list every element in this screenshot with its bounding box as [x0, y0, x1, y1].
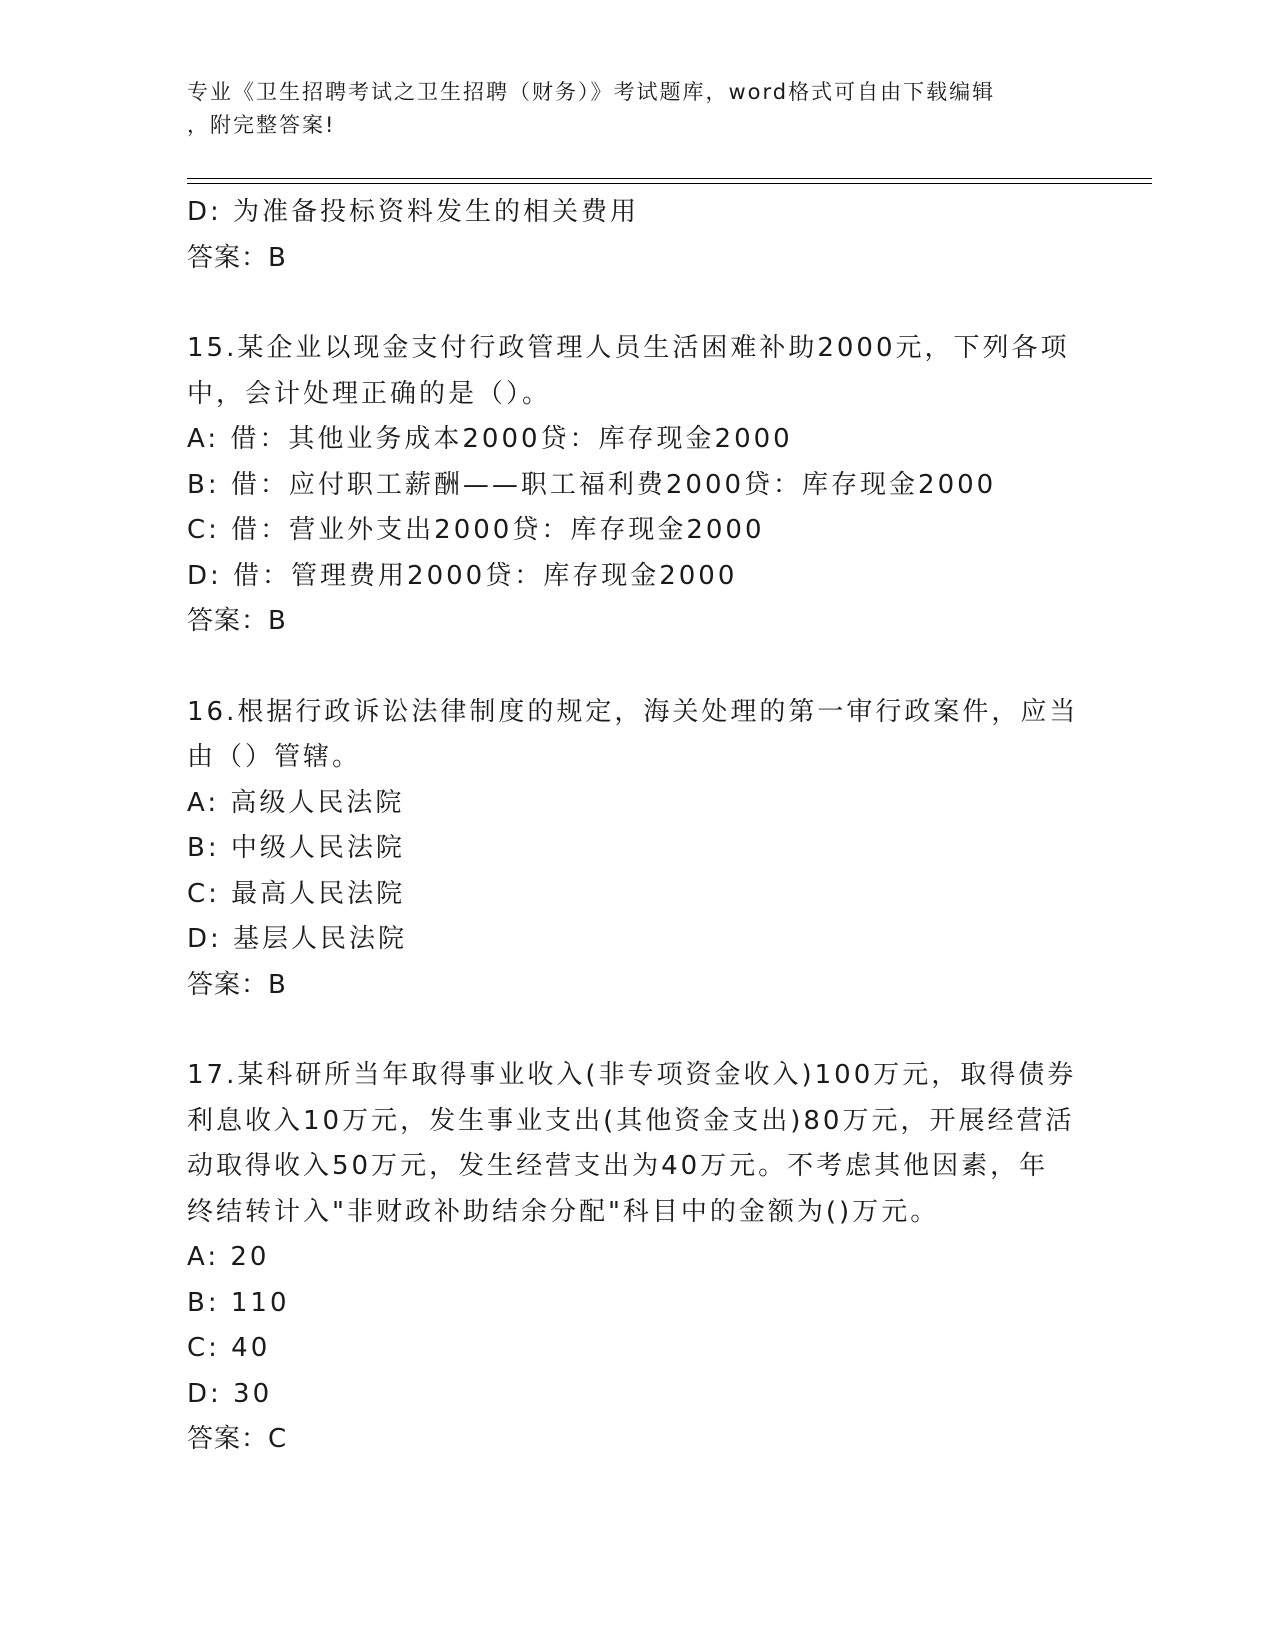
- stem-line: 15.某企业以现金支付行政管理人员生活困难补助2000元，下列各项: [187, 333, 1070, 363]
- document-header: [187, 76, 1087, 142]
- option-c: C: 40: [187, 1333, 271, 1363]
- header-line-1: 专业《卫生招聘考试之卫生招聘（财务）》考试题库，word格式可自由下载编辑: [187, 80, 996, 104]
- stem-line: 17.某科研所当年取得事业收入(非专项资金收入)100万元，取得债券: [187, 1060, 1077, 1090]
- stem-line: 利息收入10万元，发生事业支出(其他资金支出)80万元，开展经营活: [187, 1105, 1075, 1136]
- option-a: A: 借：其他业务成本2000贷：库存现金2000: [187, 424, 793, 454]
- option-d: D: 基层人民法院: [187, 924, 408, 954]
- option-a: A: 高级人民法院: [187, 787, 405, 818]
- answer: 答案：C: [187, 1424, 288, 1454]
- header-rule-top: [187, 178, 1152, 179]
- answer: 答案：B: [187, 242, 287, 273]
- stem-line: 中，会计处理正确的是（）。: [187, 378, 552, 409]
- option-d: D: 借：管理费用2000贷：库存现金2000: [187, 560, 738, 591]
- question-17: [187, 1053, 1107, 1463]
- previous-question-tail: [187, 190, 1107, 281]
- stem-line: 由（）管辖。: [187, 742, 362, 772]
- option-d: D: 为准备投标资料发生的相关费用: [187, 197, 640, 227]
- question-15: [187, 326, 1107, 645]
- header-rule-bottom: [187, 183, 1152, 184]
- option-d: D: 30: [187, 1378, 273, 1409]
- stem-line: 16.根据行政诉讼法律制度的规定，海关处理的第一审行政案件，应当: [187, 696, 1079, 727]
- option-c: C: 最高人民法院: [187, 878, 406, 909]
- answer: 答案：B: [187, 969, 287, 1000]
- question-stem: [187, 690, 1107, 781]
- option-c: C: 借：营业外支出2000贷：库存现金2000: [187, 515, 765, 545]
- question-stem: [187, 326, 1107, 417]
- header-line-2: ，附完整答案!: [187, 113, 336, 137]
- stem-line: 终结转计入"非财政补助结余分配"科目中的金额为()万元。: [187, 1196, 940, 1227]
- stem-line: 动取得收入50万元，发生经营支出为40万元。不考虑其他因素，年: [187, 1151, 1049, 1181]
- option-b: B: 110: [187, 1287, 290, 1318]
- option-b: B: 中级人民法院: [187, 833, 405, 863]
- option-b: B: 借：应付职工薪酬——职工福利费2000贷：库存现金2000: [187, 469, 997, 500]
- question-16: [187, 690, 1107, 1009]
- question-stem: [187, 1053, 1107, 1235]
- option-a: A: 20: [187, 1242, 270, 1272]
- question-list: [187, 190, 1107, 1463]
- answer: 答案：B: [187, 606, 287, 636]
